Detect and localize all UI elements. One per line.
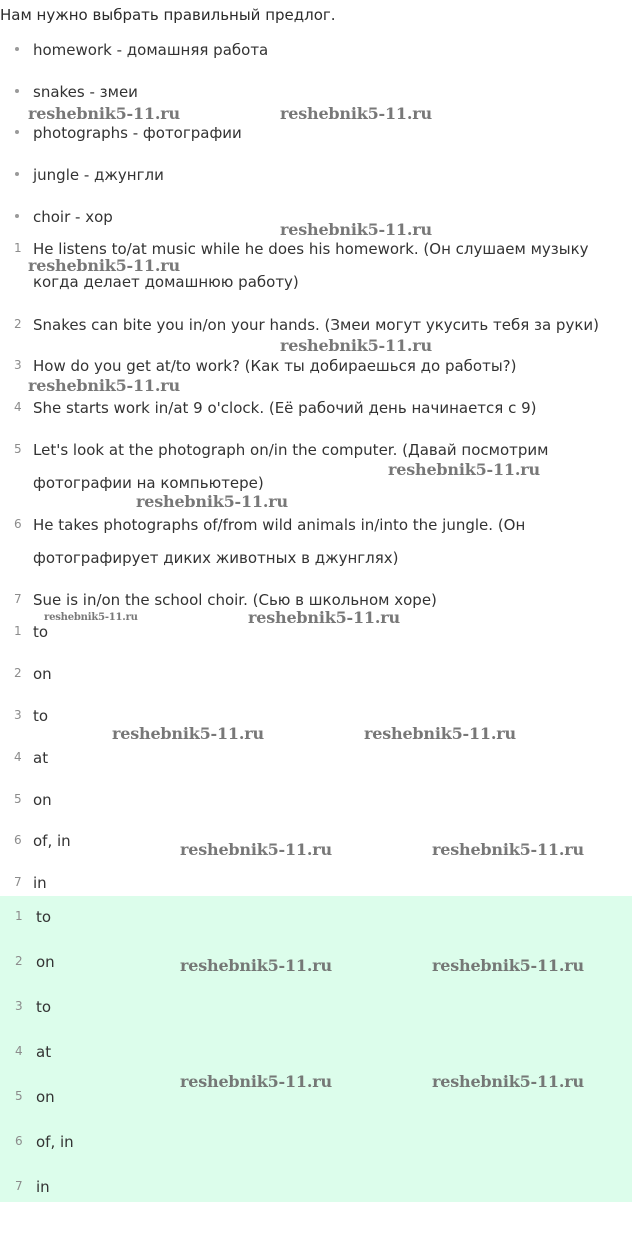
watermark: reshebnik5-11.ru [248, 608, 400, 627]
bullet-icon [15, 172, 19, 176]
item-number: 7 [14, 592, 22, 606]
item-number: 7 [15, 1179, 23, 1193]
answer-text: at [33, 749, 49, 767]
vocab-text: photographs - фотографии [33, 124, 242, 142]
item-number: 2 [15, 954, 23, 968]
watermark: reshebnik5-11.ru [180, 1072, 332, 1091]
watermark: reshebnik5-11.ru [112, 724, 264, 743]
item-number: 1 [14, 241, 22, 255]
item-number: 5 [14, 792, 22, 806]
answer-text: on [33, 665, 52, 683]
watermark: reshebnik5-11.ru [364, 724, 516, 743]
item-number: 1 [14, 624, 22, 638]
item-number: 6 [15, 1134, 23, 1148]
watermark: reshebnik5-11.ru [432, 1072, 584, 1091]
vocab-text: snakes - змеи [33, 83, 138, 101]
answer-text: on [33, 791, 52, 809]
sentence-line: Let's look at the photograph on/in the computer. (Давай посмотрим [33, 441, 549, 459]
bullet-icon [15, 214, 19, 218]
vocab-text: homework - домашняя работа [33, 41, 269, 59]
item-number: 3 [14, 708, 22, 722]
answer-text: to [36, 908, 52, 926]
item-number: 6 [14, 517, 22, 531]
item-number: 4 [15, 1044, 23, 1058]
item-number: 4 [14, 400, 22, 414]
sentence-line: He listens to/at music while he does his homework. (Он слушаем музыку [33, 240, 589, 258]
intro-text: Нам нужно выбрать правильный предлог. [0, 6, 336, 24]
sentence-line: когда делает домашнюю работу) [33, 273, 299, 291]
sentence-line: Sue is in/on the school choir. (Сью в школьном хоре) [33, 591, 437, 609]
item-number: 2 [14, 317, 22, 331]
answer-text: in [36, 1178, 50, 1196]
watermark: reshebnik5-11.ru [280, 336, 432, 355]
watermark: reshebnik5-11.ru [44, 612, 138, 623]
watermark: reshebnik5-11.ru [432, 956, 584, 975]
sentence-line: He takes photographs of/from wild animals in/into the jungle. (Он [33, 516, 526, 534]
watermark: reshebnik5-11.ru [136, 492, 288, 511]
item-number: 4 [14, 750, 22, 764]
item-number: 3 [14, 358, 22, 372]
highlighted-answers [0, 896, 632, 1202]
item-number: 1 [15, 909, 23, 923]
answer-text: in [33, 874, 47, 892]
answer-text: of, in [33, 832, 71, 850]
watermark: reshebnik5-11.ru [28, 376, 180, 395]
answer-text: to [33, 623, 49, 641]
sentence-line: How do you get at/to work? (Как ты добираешься до работы?) [33, 357, 517, 375]
answer-text: to [33, 707, 49, 725]
answer-text: at [36, 1043, 52, 1061]
vocab-text: choir - хор [33, 208, 113, 226]
sentence-line: фотографии на компьютере) [33, 474, 264, 492]
item-number: 5 [15, 1089, 23, 1103]
answer-text: to [36, 998, 52, 1016]
item-number: 3 [15, 999, 23, 1013]
watermark: reshebnik5-11.ru [180, 956, 332, 975]
sentence-line: She starts work in/at 9 o'clock. (Её рабочий день начинается с 9) [33, 399, 537, 417]
watermark: reshebnik5-11.ru [280, 104, 432, 123]
bullet-icon [15, 130, 19, 134]
item-number: 7 [14, 875, 22, 889]
item-number: 6 [14, 833, 22, 847]
watermark: reshebnik5-11.ru [280, 220, 432, 239]
bullet-icon [15, 47, 19, 51]
vocab-text: jungle - джунгли [33, 166, 164, 184]
item-number: 5 [14, 442, 22, 456]
watermark: reshebnik5-11.ru [432, 840, 584, 859]
watermark: reshebnik5-11.ru [28, 256, 180, 275]
item-number: 2 [14, 666, 22, 680]
answer-text: of, in [36, 1133, 74, 1151]
answer-text: on [36, 953, 55, 971]
watermark: reshebnik5-11.ru [180, 840, 332, 859]
sentence-line: Snakes can bite you in/on your hands. (Змеи могут укусить тебя за руки) [33, 316, 599, 334]
watermark: reshebnik5-11.ru [388, 460, 540, 479]
sentence-line: фотографирует диких животных в джунглях) [33, 549, 399, 567]
watermark: reshebnik5-11.ru [28, 104, 180, 123]
answer-text: on [36, 1088, 55, 1106]
bullet-icon [15, 89, 19, 93]
